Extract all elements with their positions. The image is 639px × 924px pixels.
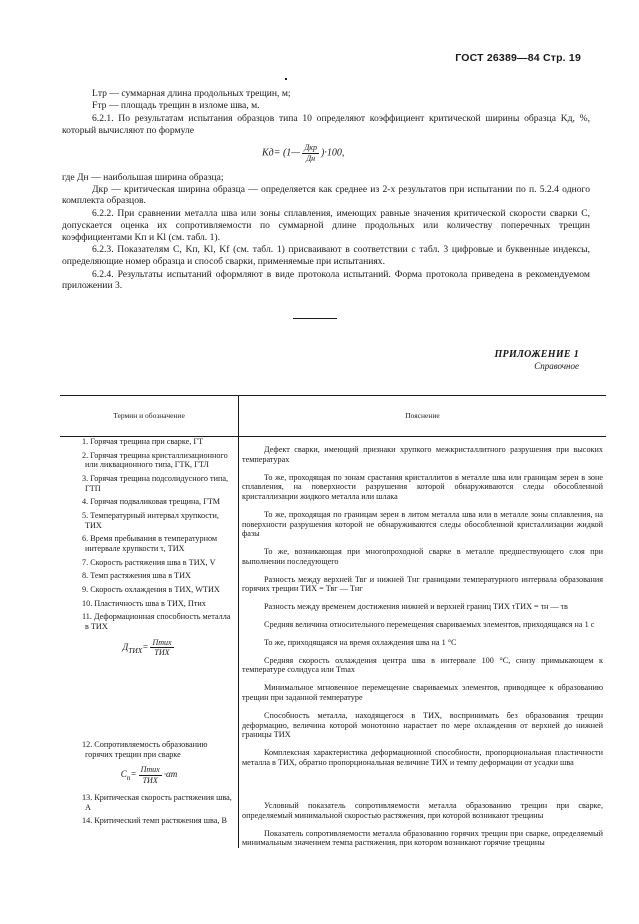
desc-cell xyxy=(239,793,607,848)
para-6-2-1: 6.2.1. По результатам испытания образцов типа 10 определяют коэффициент критической ширины образца Kд, %, который вычисляют по формуле xyxy=(62,113,590,137)
desc-5: Разность между верхней Твг и нижней Тнг границами температурного интервала образования горячих трещин ТИХ = Твг — Тнг xyxy=(242,574,603,594)
formula-cp-den: ТИХ xyxy=(142,775,158,785)
print-dot xyxy=(285,78,287,80)
para-6-2-3: 6.2.3. Показателям C, Kп, Kl, Kf (см. табл. 1) присваивают в соответствии с табл. 3 цифровые и буквенные индексы, определяющие номер образца и способ сварки, применяемые при испытаниях. xyxy=(62,244,590,267)
formula-cp-lhs: С xyxy=(120,769,127,780)
text-block-top xyxy=(62,88,590,137)
appendix-heading xyxy=(494,349,579,372)
term-4: 4. Горячая подваликовая трещина, ГТМ xyxy=(82,497,221,507)
formula-cp-tail: ·αт xyxy=(163,769,178,780)
term-8: 8. Темп растяжения шва в ТИХ xyxy=(82,571,191,581)
desc-9: Средняя скорость охлаждения центра шва в интервале 100 °С, снизу примыкающем к температуре солидуса или Tmax xyxy=(242,655,603,675)
formula-cp-sub: п xyxy=(126,772,131,782)
term-14: 14. Критический темп растяжения шва, B xyxy=(82,816,227,826)
formula-d-eq: = xyxy=(142,641,149,652)
term-cell xyxy=(60,437,239,740)
formula-kd xyxy=(262,143,344,164)
formula-d-tih xyxy=(63,638,235,658)
table-row xyxy=(60,740,606,793)
para-dkr: Дкр — критическая ширина образца — определяется как среднее из 2-х результатов при испытании по п. 5.2.4 одного комплекта образцов. xyxy=(62,183,590,207)
appendix-subtitle: Справочное xyxy=(534,361,579,372)
term-7: 7. Скорость растяжения шва в ТИХ, V xyxy=(82,557,216,567)
terms-table xyxy=(60,395,606,848)
formula-kd-fraction xyxy=(302,143,319,164)
formula-cp-num: Птих xyxy=(140,765,160,775)
desc-12: Комплексная характеристика деформационной способности, пропорциональная пластичности металла в ТИХ, обратно пропорциональная величине ТИХ и темпу деформации от усадки шва xyxy=(242,748,603,767)
desc-2: То же, проходящая по зонам срастания кристаллитов в металле шва или границам зерен в зоне сплавления, на поверхности разрушения которой обнаруживаются следы обособленной кристаллизации жидкого металла или шлака xyxy=(242,472,603,502)
para-6-2-2: 6.2.2. При сравнении металла шва или зоны сплавления, имеющих равные значения критической скорости сварки C, допускается оценка их сопротивляемости по суммарной длине продольных или количеству поперечных трещин коэффициентами Kп и Kl (см. табл. 1). xyxy=(62,208,590,243)
formula-kd-num: Дкр xyxy=(304,143,318,152)
formula-d-lhs: Д xyxy=(122,641,129,652)
para-gde: где Дн — наибольшая ширина образца; xyxy=(62,172,224,183)
desc-8: То же, приходящаяся на время охлаждения шва на 1 °С xyxy=(264,637,457,647)
formula-kd-den: Дн xyxy=(306,153,316,163)
desc-11: Способность металла, находящегося в ТИХ, воспринимать без образования трещин деформацию, величина которой монотонно нарастает по мере охлаждения от верхней до нижней границы ТИХ xyxy=(242,710,603,740)
formula-d-den: ТИХ xyxy=(154,648,170,658)
term-6: 6. Время пребывания в температурном интервале хрупкости τ, ТИХ xyxy=(82,534,218,554)
desc-cell xyxy=(239,437,607,740)
formula-cp xyxy=(63,765,235,785)
para-l-tr: Lтр — суммарная длина продольных трещин, м; xyxy=(92,88,291,99)
formula-kd-lhs: Kд= (1— xyxy=(262,147,301,159)
formula-cp-fraction xyxy=(139,765,162,785)
desc-10: Минимальное мгновенное перемещение свариваемых элементов, приводящее к образованию трещин при заданной температуре xyxy=(242,683,603,702)
appendix-title: ПРИЛОЖЕНИЕ 1 xyxy=(494,349,579,360)
term-13: 13. Критическая скорость растяжения шва, A xyxy=(82,793,232,812)
header-term: Термин и обозначение xyxy=(60,396,239,437)
formula-d-sub: ТИХ xyxy=(128,645,143,655)
desc-14: Показатель сопротивляемости металла образованию горячих трещин при сварке, определяемый минимальным значением темпа растяжения, при котором возникают горячие трещины xyxy=(242,828,603,848)
text-block-middle xyxy=(62,172,590,292)
formula-d-num: Птих xyxy=(152,637,172,647)
term-cell xyxy=(60,793,239,848)
desc-13: Условный показатель сопротивляемости металла образованию трещин при сварке, определяемый минимальной скоростью растяжения, при которой возникают трещины xyxy=(242,801,603,820)
para-6-2-4: 6.2.4. Результаты испытаний оформляют в виде протокола испытаний. Форма протокола приведена в рекомендуемом приложении 3. xyxy=(62,268,590,292)
formula-kd-rhs: )·100, xyxy=(321,147,345,159)
section-divider xyxy=(293,318,337,319)
formula-cp-eq: = xyxy=(130,769,137,780)
formula-d-fraction xyxy=(150,638,173,658)
desc-cell xyxy=(239,740,607,793)
page-header: ГОСТ 26389—84 Стр. 19 xyxy=(455,52,581,64)
term-9: 9. Скорость охлаждения в ТИХ, WТИХ xyxy=(82,585,220,595)
table-header-row xyxy=(60,396,606,437)
para-f-tr: Fтр — площадь трещин в изломе шва, м. xyxy=(92,99,260,111)
term-12: 12. Сопротивляемость образованию горячих трещин при сварке xyxy=(82,739,208,759)
term-5: 5. Температурный интервал хрупкости, ТИХ xyxy=(82,511,219,530)
desc-3: То же, проходящая по границам зерен в литом металла шва или в металле зоны сплавления, на поверхности разрушения которой не обнаруживаются следы обособленной кристаллизации жидкой фазы xyxy=(242,509,603,539)
table-row xyxy=(60,437,606,740)
table-row xyxy=(60,793,606,848)
term-1: 1. Горячая трещина при сварке, ГТ xyxy=(82,437,204,446)
desc-6: Разность между временем достижения нижней и верхней границ ТИХ τТИХ = τн — τв xyxy=(264,602,568,612)
desc-1: Дефект сварки, имеющий признаки хрупкого межкристаллитного разрушения при высоких температурах xyxy=(242,445,603,464)
header-explanation: Пояснение xyxy=(239,396,607,437)
desc-4: То же, возникающая при многопроходной сварке в металле предшествующего слоя при выполнении последующего xyxy=(242,547,603,566)
term-11: 11. Деформационная способность металла в ТИХ xyxy=(82,612,231,632)
term-cell xyxy=(60,740,239,793)
term-2: 2. Горячая трещина кристаллизационного или ликвационного типа, ГТК, ГТЛ xyxy=(82,450,228,470)
term-3: 3. Горячая трещина подсолидусного типа, ГТП xyxy=(82,474,229,493)
term-10: 10. Пластичность шва в ТИХ, Птих xyxy=(82,598,206,608)
desc-7: Средняя величина относительного перемещения свариваемых элементов, приходящаяся на 1 с xyxy=(264,620,595,630)
